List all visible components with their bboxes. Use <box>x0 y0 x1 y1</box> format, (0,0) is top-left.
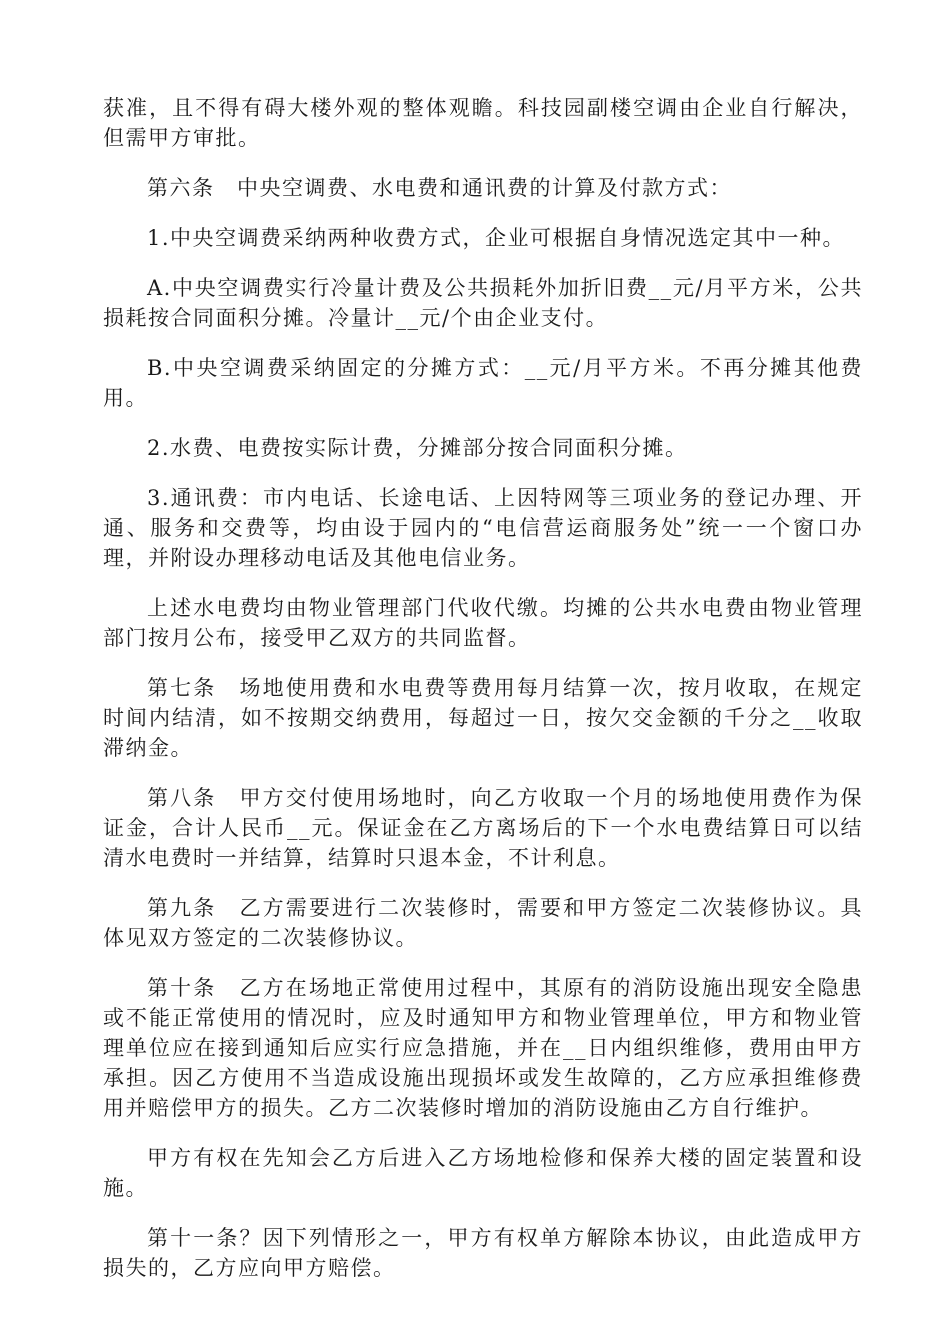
paragraph-article-7: 第七条 场地使用费和水电费等费用每月结算一次，按月收取，在规定时间内结清，如不按期交纳费用，每超过一日，按欠交金额的千分之__收取滞纳金。 <box>103 676 863 760</box>
paragraph-utilities-note: 上述水电费均由物业管理部门代收代缴。均摊的公共水电费由物业管理部门按月公布，接受甲乙双方的共同监督。 <box>103 596 863 650</box>
document-body <box>103 93 863 1303</box>
paragraph-article-9: 第九条 乙方需要进行二次装修时，需要和甲方签定二次装修协议。具体见双方签定的二次装修协议。 <box>103 896 863 950</box>
paragraph-article-6: 第六条 中央空调费、水电费和通讯费的计算及付款方式： <box>147 176 732 200</box>
paragraph-article-11: 第十一条？因下列情形之一，甲方有权单方解除本协议，由此造成甲方损失的，乙方应向甲方赔偿。 <box>103 1226 863 1280</box>
paragraph-item-3: 3.通讯费：市内电话、长途电话、上因特网等三项业务的登记办理、开通、服务和交费等，均由设于园内的“电信营运商服务处”统一一个窗口办理，并附设办理移动电话及其他电信业务。 <box>103 486 863 570</box>
paragraph-item-2: 2.水费、电费按实际计费，分摊部分按合同面积分摊。 <box>147 436 688 460</box>
paragraph-item-1: 1.中央空调费采纳两种收费方式，企业可根据自身情况选定其中一种。 <box>147 226 846 250</box>
paragraph-continuation: 获准，且不得有碍大楼外观的整体观瞻。科技园副楼空调由企业自行解决，但需甲方审批。 <box>103 96 863 150</box>
paragraph-item-b: B.中央空调费采纳固定的分摊方式：__元/月平方米。不再分摊其他费用。 <box>103 356 863 410</box>
paragraph-inspection-right: 甲方有权在先知会乙方后进入乙方场地检修和保养大楼的固定装置和设施。 <box>103 1146 863 1200</box>
paragraph-item-a: A.中央空调费实行冷量计费及公共损耗外加折旧费__元/月平方米，公共损耗按合同面积分摊。冷量计__元/个由企业支付。 <box>103 276 863 330</box>
paragraph-article-8: 第八条 甲方交付使用场地时，向乙方收取一个月的场地使用费作为保证金，合计人民币__元。保证金在乙方离场后的下一个水电费结算日可以结清水电费时一并结算，结算时只退本金，不计利息。 <box>103 786 863 870</box>
paragraph-article-10: 第十条 乙方在场地正常使用过程中，其原有的消防设施出现安全隐患或不能正常使用的情况时，应及时通知甲方和物业管理单位，甲方和物业管理单位应在接到通知后应实行应急措施，并在__日内组织维修，费用由甲方承担。因乙方使用不当造成设施出现损坏或发生故障的，乙方应承担维修费用并赔偿甲方的损失。乙方二次装修时增加的消防设施由乙方自行维护。 <box>103 976 863 1120</box>
